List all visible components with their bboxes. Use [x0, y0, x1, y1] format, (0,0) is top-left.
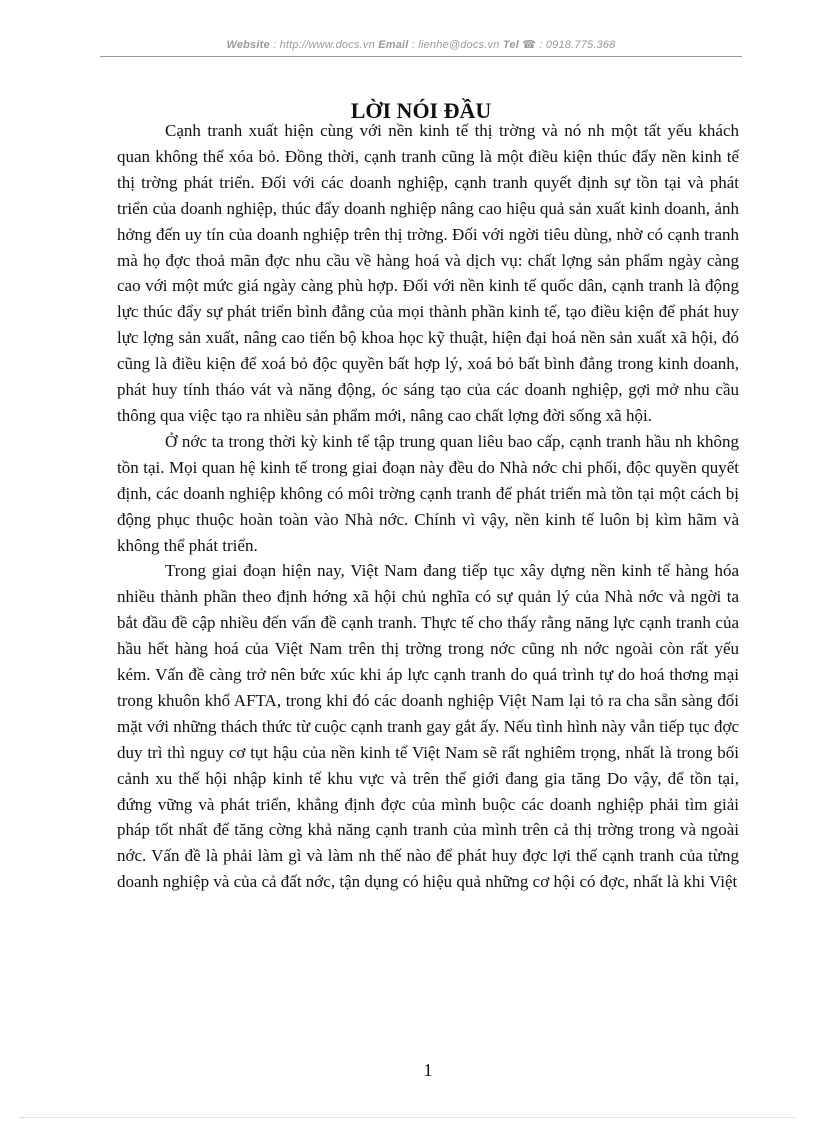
email-value: : lienhe@docs.vn — [411, 39, 500, 51]
email-label: Email — [378, 39, 409, 51]
paragraph-2: Ở nớc ta trong thời kỳ kinh tế tập trung quan liêu bao cấp, cạnh tranh hầu nh không tồn tại. Mọi quan hệ kinh tế trong giai đoạn này đều do Nhà nớc chi phối, độc quyền quyết định, các doanh nghiệp không có môi trờng cạnh tranh để phát triển mà tồn tại một cách bị động phục thuộc hoàn toàn vào Nhà nớc. Chính vì vậy, nền kinh tế luôn bị kìm hãm và không thể phát triển. — [117, 431, 739, 555]
document-title: LỜI NÓI ĐẦU — [350, 98, 492, 123]
website-label: Website — [226, 39, 270, 51]
header-divider — [100, 56, 742, 57]
document-body — [117, 118, 739, 895]
website-value: : http://www.docs.vn — [273, 39, 375, 51]
tel-label: Tel — [502, 39, 519, 51]
footer-divider — [20, 1117, 796, 1118]
paragraph-1: Cạnh tranh xuất hiện cùng với nền kinh tế thị trờng và nó nh một tất yếu khách quan không thể xóa bỏ. Đồng thời, cạnh tranh cũng là một điều kiện thúc đẩy nền kinh tế thị trờng phát triển. Đối với các doanh nghiệp, cạnh tranh quyết định sự tồn tại và phát triển của doanh nghiệp, thúc đẩy doanh nghiệp nâng cao hiệu quả sản xuất kinh doanh, ảnh hởng đến uy tín của doanh nghiệp trên thị trờng. Đối với ngời tiêu dùng, nhờ có cạnh tranh mà họ đợc thoả mãn đợc nhu cầu về hàng hoá và dịch vụ: chất lợng sản phẩm ngày càng cao với một mức giá ngày càng phù hợp. Đối với nền kinh tế quốc dân, cạnh tranh là động lực thúc đẩy sự phát triển bình đẳng của mọi thành phần kinh tế, tạo điều kiện để phát huy lực lợng sản xuất, nâng cao tiến bộ khoa học kỹ thuật, hiện đại hoá nền sản xuất xã hội, đó cũng là điều kiện để xoá bỏ độc quyền bất hợp lý, xoá bỏ bất bình đẳng trong kinh doanh, phát huy tính tháo vát và năng động, óc sáng tạo của các doanh nghiệp, gợi mở nhu cầu thông qua việc tạo ra nhiều sản phẩm mới, nâng cao chất lợng đời sống xã hội. — [117, 121, 739, 425]
page-header — [100, 38, 742, 51]
page-number: 1 — [423, 1060, 433, 1080]
tel-value: ☎ : 0918.775.368 — [522, 39, 616, 51]
paragraph-3: Trong giai đoạn hiện nay, Việt Nam đang tiếp tục xây dựng nền kinh tế hàng hóa nhiều thành phần theo định hớng xã hội chủ nghĩa có sự quản lý của Nhà nớc và ngời ta bắt đầu đề cập nhiều đến vấn đề cạnh tranh. Thực tế cho thấy rằng năng lực cạnh tranh của hầu hết hàng hoá của Việt Nam trên thị trờng trong nớc cũng nh nớc ngoài còn rất yếu kém. Vấn đề càng trở nên bức xúc khi áp lực cạnh tranh do quá trình tự do hoá thơng mại trong khuôn khổ AFTA, trong khi đó các doanh nghiệp Việt Nam lại tỏ ra cha sẵn sàng đối mặt với những thách thức từ cuộc cạnh tranh gay gắt ấy. Nếu tình hình này vẫn tiếp tục đợc duy trì thì nguy cơ tụt hậu của nền kinh tế Việt Nam sẽ rất nghiêm trọng, nhất là trong bối cảnh xu thế hội nhập kinh tế khu vực và trên thế giới đang gia tăng Do vậy, để tồn tại, đứng vững và phát triển, khẳng định đợc của mình buộc các doanh nghiệp phải tìm giải pháp tốt nhất để tăng cờng khả năng cạnh tranh của mình trên cả thị trờng trong và ngoài nớc. Vấn đề là phải làm gì và làm nh thế nào để phát huy đợc lợi thế cạnh tranh của từng doanh nghiệp và của cả đất nớc, tận dụng có hiệu quả những cơ hội có đợc, nhất là khi Việt — [117, 561, 739, 892]
